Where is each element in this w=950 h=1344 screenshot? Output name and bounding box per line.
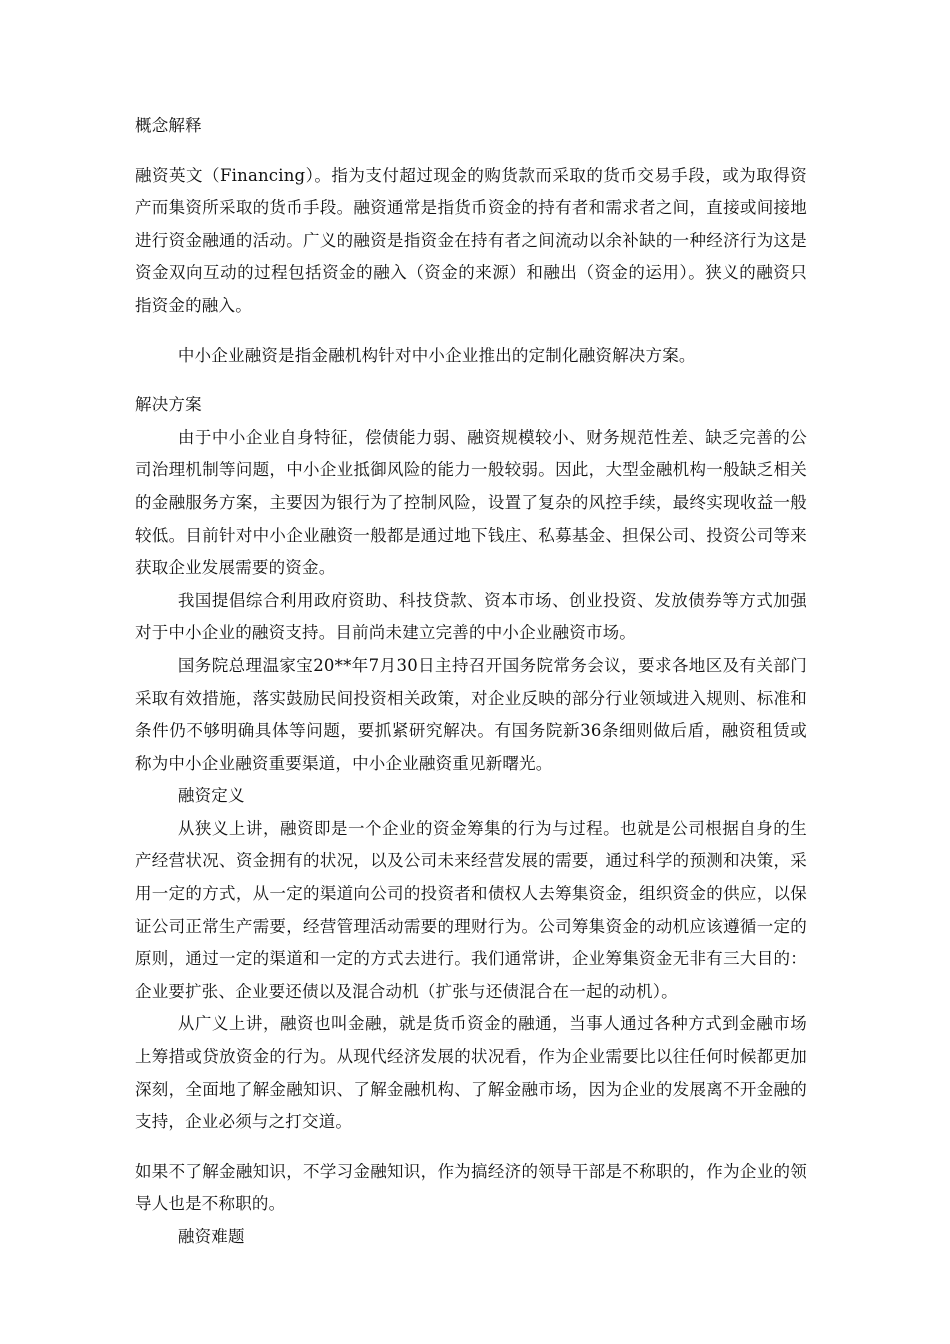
heading-difficulty: 融资难题: [177, 1227, 245, 1246]
paragraph-sme-financing: 中小企业融资是指金融机构针对中小企业推出的定制化融资解决方案。: [177, 345, 696, 365]
document-page: [135, 110, 807, 1254]
paragraph-leader: 如果不了解金融知识，不学习金融知识，作为搞经济的领导干部是不称职的，作为企业的领导人也是不称职的。: [135, 1161, 807, 1214]
heading-definition: 融资定义: [177, 786, 245, 806]
paragraph-solution-1: 由于中小企业自身特征，偿债能力弱、融资规模较小、财务规范性差、缺乏完善的公司治理机制等问题，中小企业抵御风险的能力一般较弱。因此，大型金融机构一般缺乏相关的金融服务方案，主要因为银行为了控制风险，设置了复杂的风控手续，最终实现收益一般较低。目前针对中小企业融资一般都是通过地下钱庄、私募基金、担保公司、投资公司等来获取企业发展需要的资金。: [135, 427, 807, 578]
heading-solution: 解决方案: [135, 395, 202, 415]
heading-concept: 概念解释: [135, 116, 202, 135]
paragraph-solution-2: 我国提倡综合利用政府资助、科技贷款、资本市场、创业投资、发放债券等方式加强对于中小企业的融资支持。目前尚未建立完善的中小企业融资市场。: [135, 590, 807, 643]
paragraph-broad-definition: 从广义上讲，融资也叫金融，就是货币资金的融通，当事人通过各种方式到金融市场上筹措或贷放资金的行为。从现代经济发展的状况看，作为企业需要比以往任何时候都更加深刻，全面地了解金融知识、了解金融机构、了解金融市场，因为企业的发展离不开金融的支持，企业必须与之打交道。: [135, 1014, 807, 1132]
paragraph-solution-3: 国务院总理温家宝20**年7月30日主持召开国务院常务会议，要求各地区及有关部门采取有效措施，落实鼓励民间投资相关政策，对企业反映的部分行业领域进入规则、标准和条件仍不够明确具体等问题，要抓紧研究解决。有国务院新36条细则做后盾，融资租赁或称为中小企业融资重要渠道，中小企业融资重见新曙光。: [135, 655, 807, 773]
paragraph-financing-definition: 融资英文（Financing）。指为支付超过现金的购货款而采取的货币交易手段，或为取得资产而集资所采取的货币手段。融资通常是指货币资金的持有者和需求者之间，直接或间接地进行资金融通的活动。广义的融资是指资金在持有者之间流动以余补缺的一种经济行为这是资金双向互动的过程包括资金的融入（资金的来源）和融出（资金的运用）。狭义的融资只指资金的融入。: [135, 165, 807, 315]
paragraph-narrow-definition: 从狭义上讲，融资即是一个企业的资金筹集的行为与过程。也就是公司根据自身的生产经营状况、资金拥有的状况，以及公司未来经营发展的需要，通过科学的预测和决策，采用一定的方式，从一定的渠道向公司的投资者和债权人去筹集资金，组织资金的供应，以保证公司正常生产需要，经营管理活动需要的理财行为。公司筹集资金的动机应该遵循一定的原则，通过一定的渠道和一定的方式去进行。我们通常讲，企业筹集资金无非有三大目的：企业要扩张、企业要还债以及混合动机（扩张与还债混合在一起的动机）。: [135, 818, 807, 1001]
